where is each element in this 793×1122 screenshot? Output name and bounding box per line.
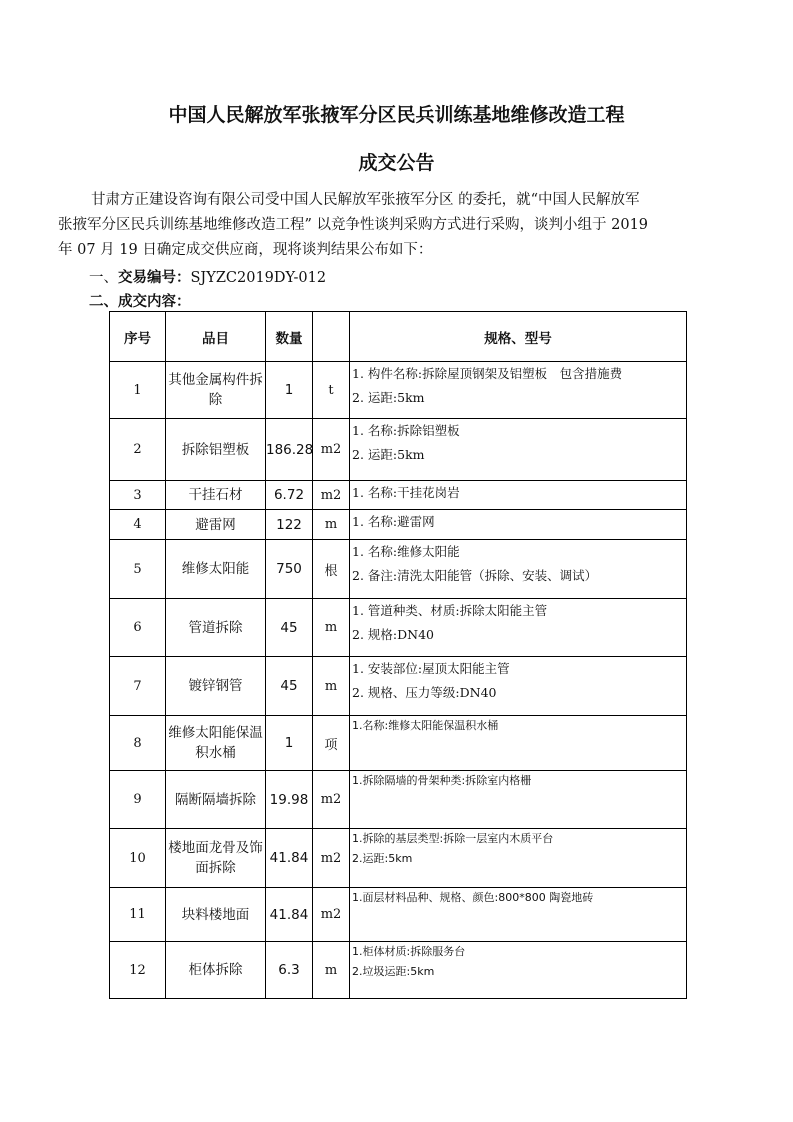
cell-spec xyxy=(350,481,687,510)
table-row xyxy=(110,716,687,771)
cell-unit: m2 xyxy=(313,829,350,888)
spec-line: 2.垃圾运距:5km xyxy=(352,965,435,978)
cell-qty: 41.84 xyxy=(266,829,313,888)
section2-label: 成交内容： xyxy=(118,294,191,310)
cell-unit: 项 xyxy=(313,716,350,771)
cell-no: 4 xyxy=(110,510,166,540)
cell-unit: t xyxy=(313,362,350,419)
table-row xyxy=(110,657,687,716)
cell-spec xyxy=(350,716,687,771)
spec-line: 1. 名称:干挂花岗岩 xyxy=(352,485,460,500)
spec-line: 2. 运距:5km xyxy=(352,447,425,462)
cell-unit: m xyxy=(313,599,350,657)
header-no: 序号 xyxy=(110,312,166,362)
spec-line: 1.拆除隔墙的骨架种类:拆除室内格栅 xyxy=(352,774,532,787)
cell-spec xyxy=(350,362,687,419)
cell-item: 维修太阳能保温积水桶 xyxy=(166,716,266,771)
cell-spec xyxy=(350,888,687,942)
cell-item: 楼地面龙骨及饰面拆除 xyxy=(166,829,266,888)
cell-no: 8 xyxy=(110,716,166,771)
cell-qty: 186.28 xyxy=(266,419,313,481)
cell-item: 维修太阳能 xyxy=(166,540,266,599)
intro-paragraph xyxy=(58,188,738,263)
cell-qty: 41.84 xyxy=(266,888,313,942)
cell-item: 隔断隔墙拆除 xyxy=(166,771,266,829)
spec-line: 1. 名称:拆除铝塑板 xyxy=(352,423,460,438)
cell-unit: m2 xyxy=(313,481,350,510)
cell-no: 10 xyxy=(110,829,166,888)
cell-qty: 750 xyxy=(266,540,313,599)
section-transaction-number xyxy=(89,266,326,287)
table-header-row xyxy=(110,312,687,362)
cell-unit: m xyxy=(313,657,350,716)
spec-line: 1.拆除的基层类型:拆除一层室内木质平台 xyxy=(352,832,554,845)
cell-unit: m2 xyxy=(313,888,350,942)
cell-item: 拆除铝塑板 xyxy=(166,419,266,481)
spec-line: 2.运距:5km xyxy=(352,852,413,865)
cell-spec xyxy=(350,771,687,829)
cell-no: 3 xyxy=(110,481,166,510)
table-row xyxy=(110,888,687,942)
cell-no: 11 xyxy=(110,888,166,942)
cell-no: 7 xyxy=(110,657,166,716)
spec-line: 1. 名称:维修太阳能 xyxy=(352,544,460,559)
cell-qty: 1 xyxy=(266,716,313,771)
cell-no: 12 xyxy=(110,942,166,999)
header-unit xyxy=(313,312,350,362)
cell-no: 2 xyxy=(110,419,166,481)
table-row xyxy=(110,481,687,510)
spec-line: 1. 管道种类、材质:拆除太阳能主管 xyxy=(352,603,548,618)
cell-unit: m xyxy=(313,942,350,999)
cell-item: 其他金属构件拆除 xyxy=(166,362,266,419)
cell-unit: m2 xyxy=(313,771,350,829)
table-row xyxy=(110,419,687,481)
cell-spec xyxy=(350,599,687,657)
section1-prefix: 一、 xyxy=(89,270,118,286)
cell-unit: m xyxy=(313,510,350,540)
table-row xyxy=(110,599,687,657)
intro-line-3: 年 07 月 19 日确定成交供应商，现将谈判结果公布如下： xyxy=(58,242,433,258)
cell-item: 柜体拆除 xyxy=(166,942,266,999)
cell-spec xyxy=(350,540,687,599)
cell-no: 1 xyxy=(110,362,166,419)
spec-line: 1. 构件名称:拆除屋顶钢架及铝塑板 包含措施费 xyxy=(352,366,623,381)
spec-line: 2. 备注:清洗太阳能管（拆除、安装、调试） xyxy=(352,568,598,583)
transaction-number: SJYZC2019DY-012 xyxy=(190,270,327,286)
cell-item: 干挂石材 xyxy=(166,481,266,510)
cell-unit: 根 xyxy=(313,540,350,599)
spec-line: 2. 规格、压力等级:DN40 xyxy=(352,685,497,700)
cell-qty: 45 xyxy=(266,657,313,716)
cell-qty: 6.3 xyxy=(266,942,313,999)
cell-no: 6 xyxy=(110,599,166,657)
document-subtitle: 成交公告 xyxy=(358,152,435,174)
section2-prefix: 二、 xyxy=(89,294,118,310)
spec-line: 2. 运距:5km xyxy=(352,390,425,405)
header-item: 品目 xyxy=(166,312,266,362)
cell-spec xyxy=(350,829,687,888)
cell-spec xyxy=(350,510,687,540)
cell-qty: 122 xyxy=(266,510,313,540)
table-row xyxy=(110,829,687,888)
cell-item: 管道拆除 xyxy=(166,599,266,657)
spec-line: 1.面层材料品种、规格、颜色:800*800 陶瓷地砖 xyxy=(352,891,594,904)
cell-no: 5 xyxy=(110,540,166,599)
spec-line: 1. 安装部位:屋顶太阳能主管 xyxy=(352,661,510,676)
deal-content-table xyxy=(109,311,687,999)
intro-line-2: 张掖军分区民兵训练基地维修改造工程” 以竞争性谈判采购方式进行采购，谈判小组于 2019 xyxy=(58,217,649,233)
cell-item: 块料楼地面 xyxy=(166,888,266,942)
spec-line: 1.名称:维修太阳能保温积水桶 xyxy=(352,719,499,732)
cell-qty: 45 xyxy=(266,599,313,657)
cell-spec xyxy=(350,657,687,716)
cell-item: 镀锌钢管 xyxy=(166,657,266,716)
cell-qty: 1 xyxy=(266,362,313,419)
table-row xyxy=(110,540,687,599)
spec-line: 2. 规格:DN40 xyxy=(352,627,434,642)
intro-line-1: 甘肃方正建设咨询有限公司受中国人民解放军张掖军分区 的委托，就“中国人民解放军 xyxy=(91,192,640,208)
table-row xyxy=(110,510,687,540)
spec-line: 1. 名称:避雷网 xyxy=(352,514,435,529)
cell-qty: 6.72 xyxy=(266,481,313,510)
section1-label: 交易编号： xyxy=(118,270,191,286)
header-spec: 规格、型号 xyxy=(350,312,687,362)
table-row xyxy=(110,942,687,999)
section-deal-content xyxy=(89,290,191,311)
cell-spec xyxy=(350,942,687,999)
cell-qty: 19.98 xyxy=(266,771,313,829)
document-title: 中国人民解放军张掖军分区民兵训练基地维修改造工程 xyxy=(168,104,625,126)
table-row xyxy=(110,771,687,829)
cell-spec xyxy=(350,419,687,481)
cell-item: 避雷网 xyxy=(166,510,266,540)
header-qty: 数量 xyxy=(266,312,313,362)
table-row xyxy=(110,362,687,419)
cell-unit: m2 xyxy=(313,419,350,481)
cell-no: 9 xyxy=(110,771,166,829)
spec-line: 1.柜体材质:拆除服务台 xyxy=(352,945,466,958)
